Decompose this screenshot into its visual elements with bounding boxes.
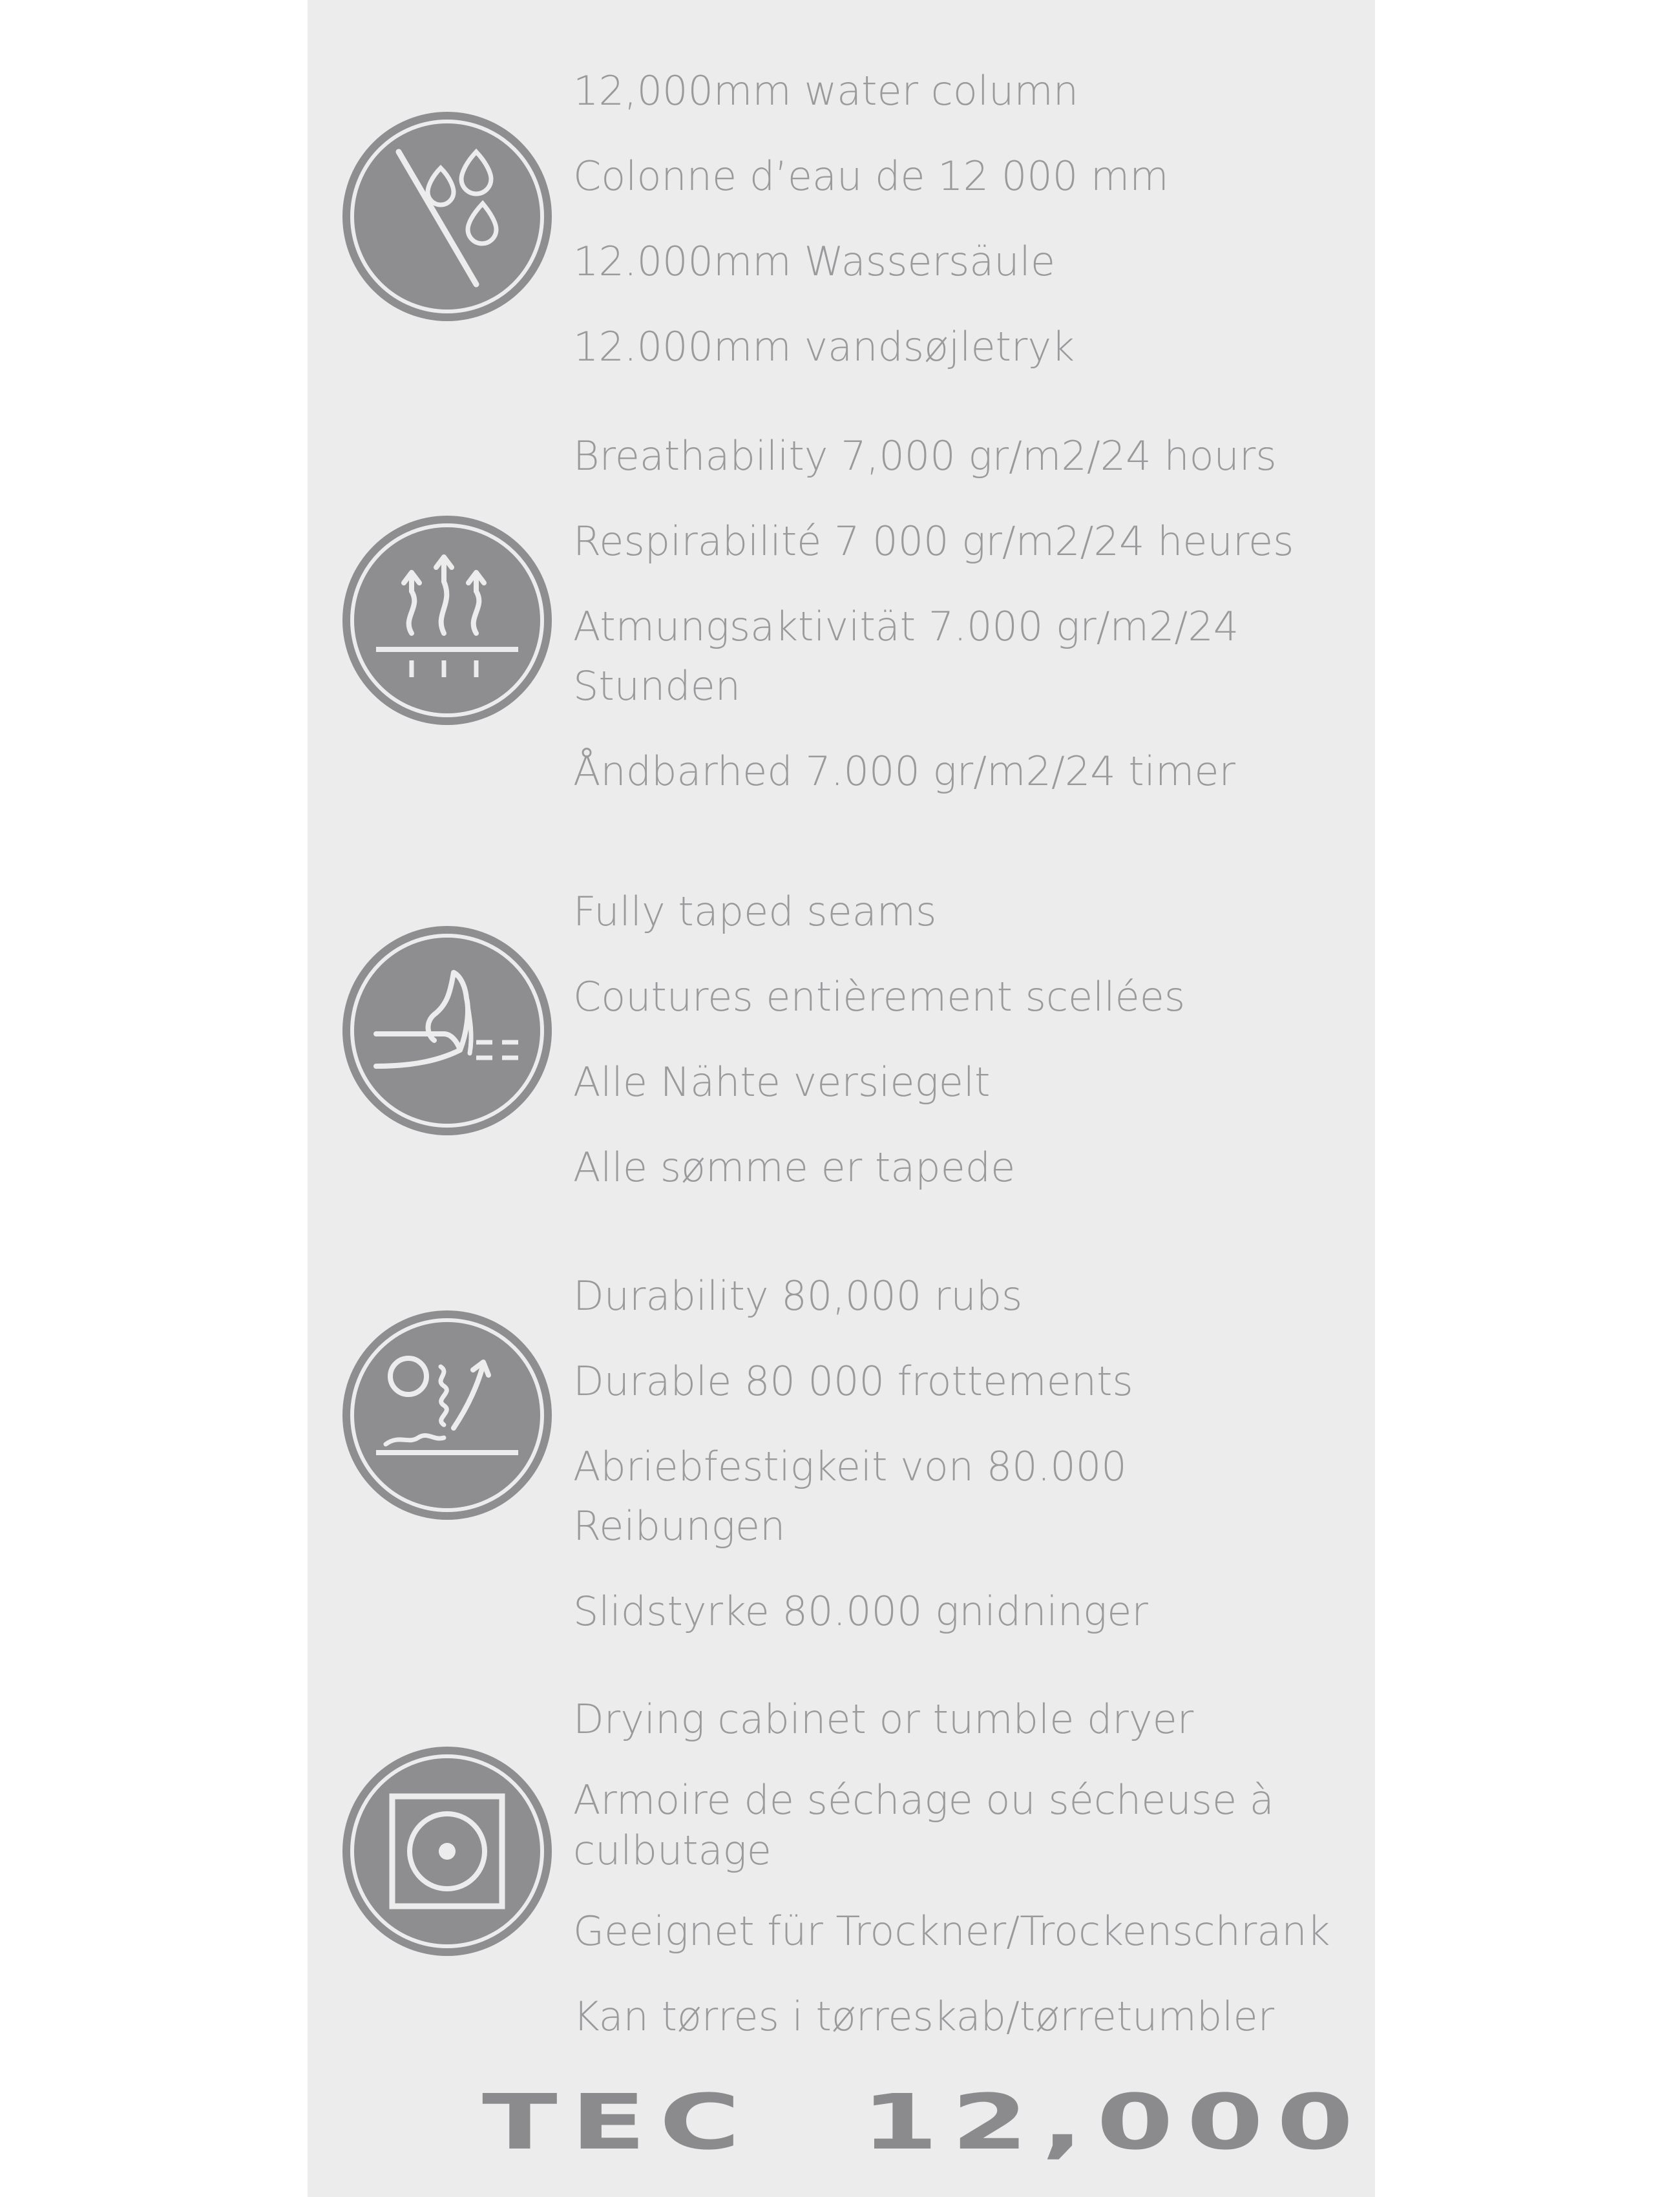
- durability-icon: [337, 1305, 557, 1525]
- feature-line-da: 12.000mm vandsøjletryk: [573, 323, 1075, 370]
- feature-line-fr: Colonne d’eau de 12 000 mm: [573, 152, 1169, 200]
- feature-texts: [573, 1267, 1361, 1667]
- water-column-icon: [337, 107, 557, 326]
- feature-texts: [573, 1690, 1361, 2072]
- feature-line-en: 12,000mm water column: [573, 67, 1079, 114]
- tumble-dryer-icon: [337, 1741, 557, 1961]
- feature-line-fr: Coutures entièrement scellées: [573, 973, 1186, 1020]
- feature-line-fr: Durable 80 000 frottements: [573, 1358, 1133, 1405]
- feature-line-de: Abriebfestigkeit von 80.000 Reibungen: [573, 1443, 1127, 1550]
- feature-texts: [573, 61, 1361, 403]
- feature-line-da: Kan tørres i tørreskab/tørretumbler: [573, 1993, 1275, 2040]
- feature-line-da: Slidstyrke 80.000 gnidninger: [573, 1588, 1148, 1635]
- feature-texts: [573, 882, 1361, 1223]
- feature-texts: [573, 426, 1361, 827]
- feature-line-de: 12.000mm Wassersäule: [573, 238, 1055, 285]
- product-tag-card: [308, 0, 1375, 2197]
- feature-line-fr: Respirabilité 7 000 gr/m2/24 heures: [573, 518, 1294, 565]
- breathability-icon: [337, 510, 557, 730]
- feature-line-de: Atmungsaktivität 7.000 gr/m2/24 Stunden: [573, 603, 1239, 710]
- feature-line-da: Åndbarhed 7.000 gr/m2/24 timer: [573, 748, 1235, 795]
- feature-line-da: Alle sømme er tapede: [573, 1144, 1016, 1191]
- taped-seams-icon: [337, 921, 557, 1141]
- feature-line-en: Breathability 7,000 gr/m2/24 hours: [573, 432, 1277, 479]
- brand-logo-text: TEC 12,000: [482, 2077, 1367, 2167]
- feature-line-en: Durability 80,000 rubs: [573, 1272, 1023, 1319]
- feature-line-fr: Armoire de séchage ou sécheuse à culbutage: [573, 1776, 1274, 1874]
- feature-line-en: Drying cabinet or tumble dryer: [573, 1696, 1194, 1743]
- feature-line-en: Fully taped seams: [573, 888, 937, 935]
- feature-line-de: Alle Nähte versiegelt: [573, 1058, 991, 1106]
- feature-line-de: Geeignet für Trockner/Trockenschrank: [573, 1908, 1330, 1955]
